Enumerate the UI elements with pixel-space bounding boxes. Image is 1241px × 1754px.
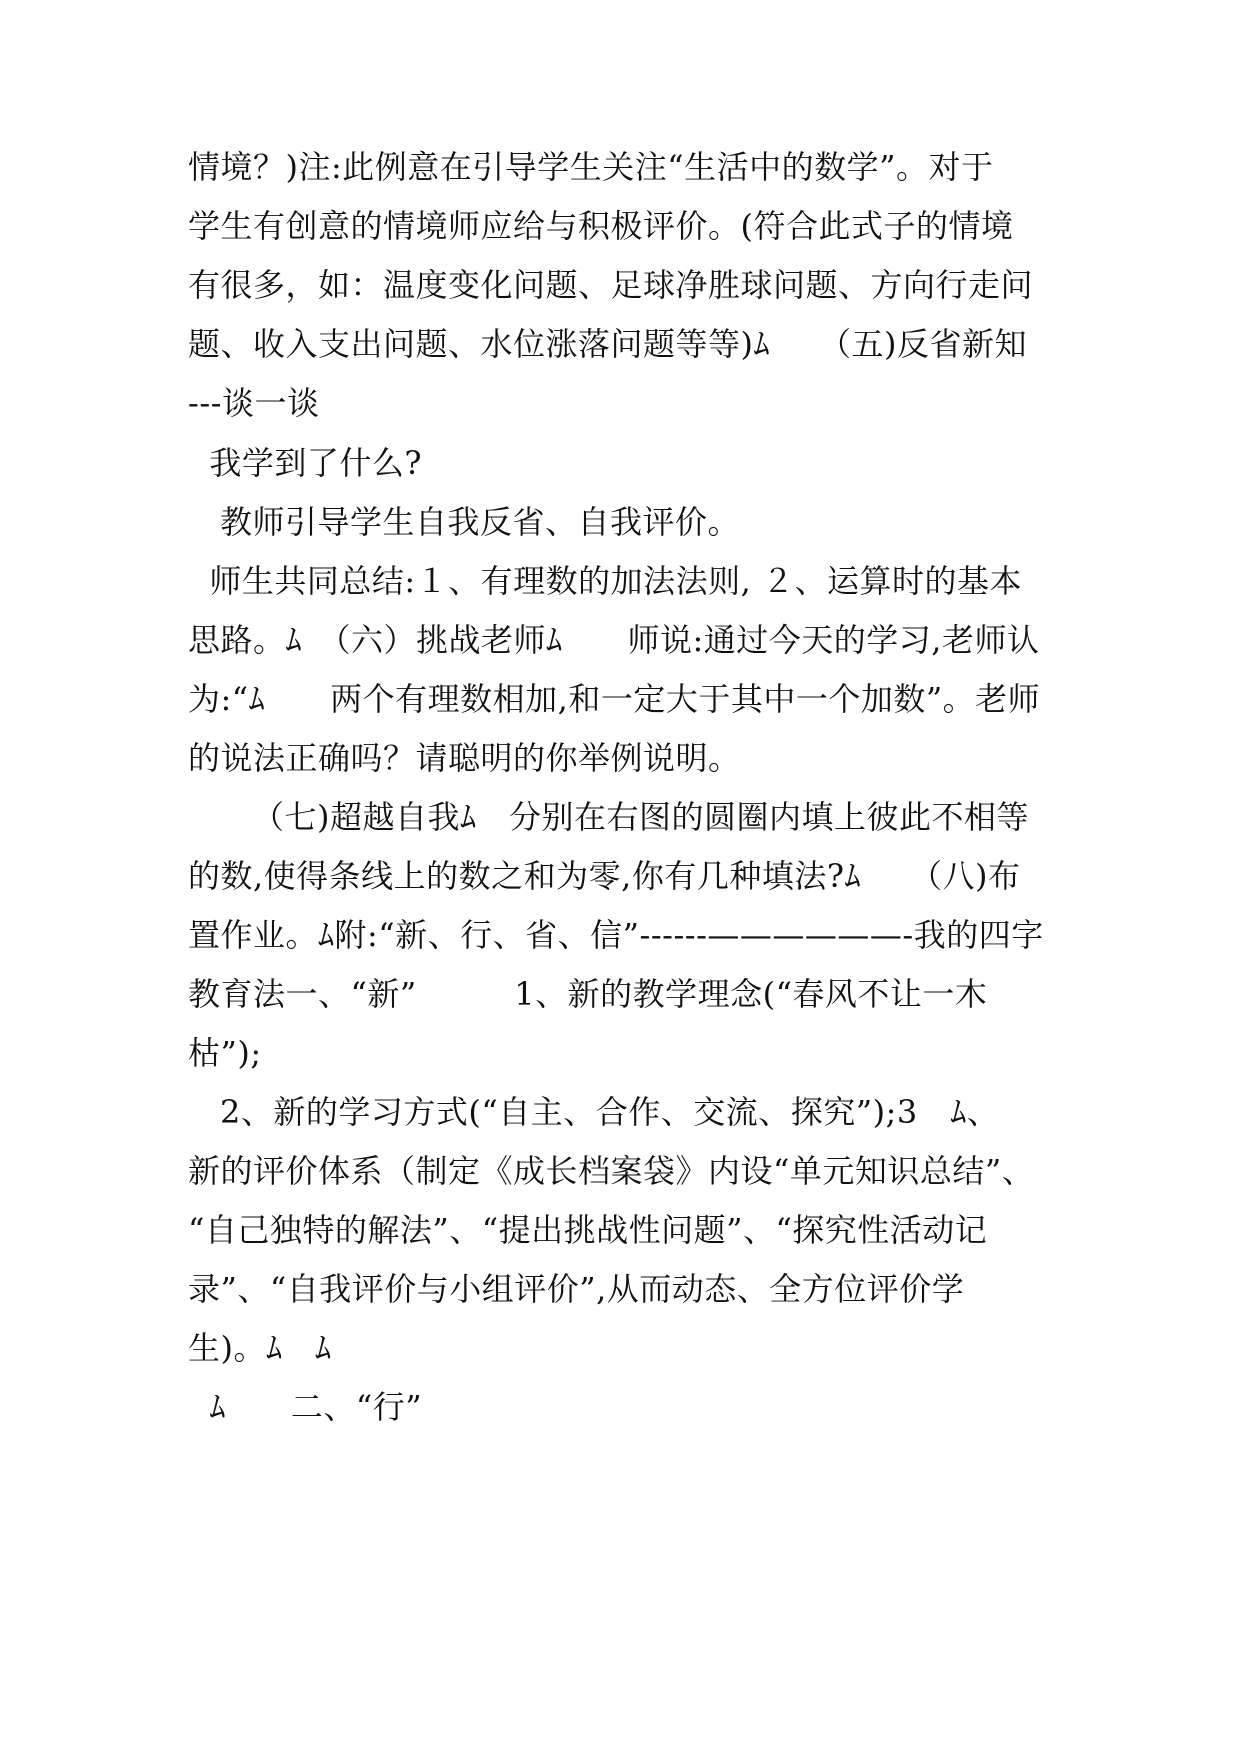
text-line: 生)。ﾑ ﾑ <box>188 1329 332 1367</box>
text-line: 为:“ﾑ 两个有理数相加,和一定大于其中一个加数”。老师 <box>188 680 1041 718</box>
text-line: 新的评价体系（制定《成长档案袋》内设“单元知识总结”、 <box>188 1152 1035 1190</box>
text-line: ﾑ 二、“行” <box>188 1388 423 1426</box>
text-line: 教育法一、“新” 1、新的教学理念(“春风不让一木 <box>188 975 988 1013</box>
text-line: ---谈一谈 <box>188 384 320 422</box>
text-line: 的说法正确吗？请聪明的你举例说明。 <box>188 739 741 777</box>
text-line: 思路。ﾑ （六）挑战老师ﾑ 师说:通过今天的学习,老师认 <box>188 621 1040 659</box>
text-line: 有很多，如：温度变化问题、足球净胜球问题、方向行走问 <box>188 266 1034 304</box>
text-line: 情境？)注:此例意在引导学生关注“生活中的数学”。对于 <box>188 148 994 186</box>
text-line: 的数,使得条线上的数之和为零,你有几种填法?ﾑ （八)布 <box>188 857 1021 895</box>
text-line: 师生共同总结:１、有理数的加法法则, ２、运算时的基本 <box>188 562 1022 600</box>
text-line: “自己独特的解法”、“提出挑战性问题”、“探究性活动记 <box>188 1211 988 1249</box>
text-line: 置作业。ﾑ附:“新、行、省、信”------——————-我的四字 <box>188 916 1044 954</box>
text-line: 我学到了什么? <box>188 444 423 482</box>
text-line: （七)超越自我ﾑ 分别在右图的圆圈内填上彼此不相等 <box>188 798 1030 836</box>
text-line: 题、收入支出问题、水位涨落问题等等)ﾑ （五)反省新知 <box>188 325 1027 363</box>
text-line: 学生有创意的情境师应给与积极评价。(符合此式子的情境 <box>188 207 1014 245</box>
text-line: 录”、“自我评价与小组评价”,从而动态、全方位评价学 <box>188 1270 965 1308</box>
text-line: 教师引导学生自我反省、自我评价。 <box>188 503 741 541</box>
text-line: 2、新的学习方式(“自主、合作、交流、探究”);3 ﾑ、 <box>188 1093 1000 1131</box>
text-line: 枯”); <box>188 1034 262 1072</box>
